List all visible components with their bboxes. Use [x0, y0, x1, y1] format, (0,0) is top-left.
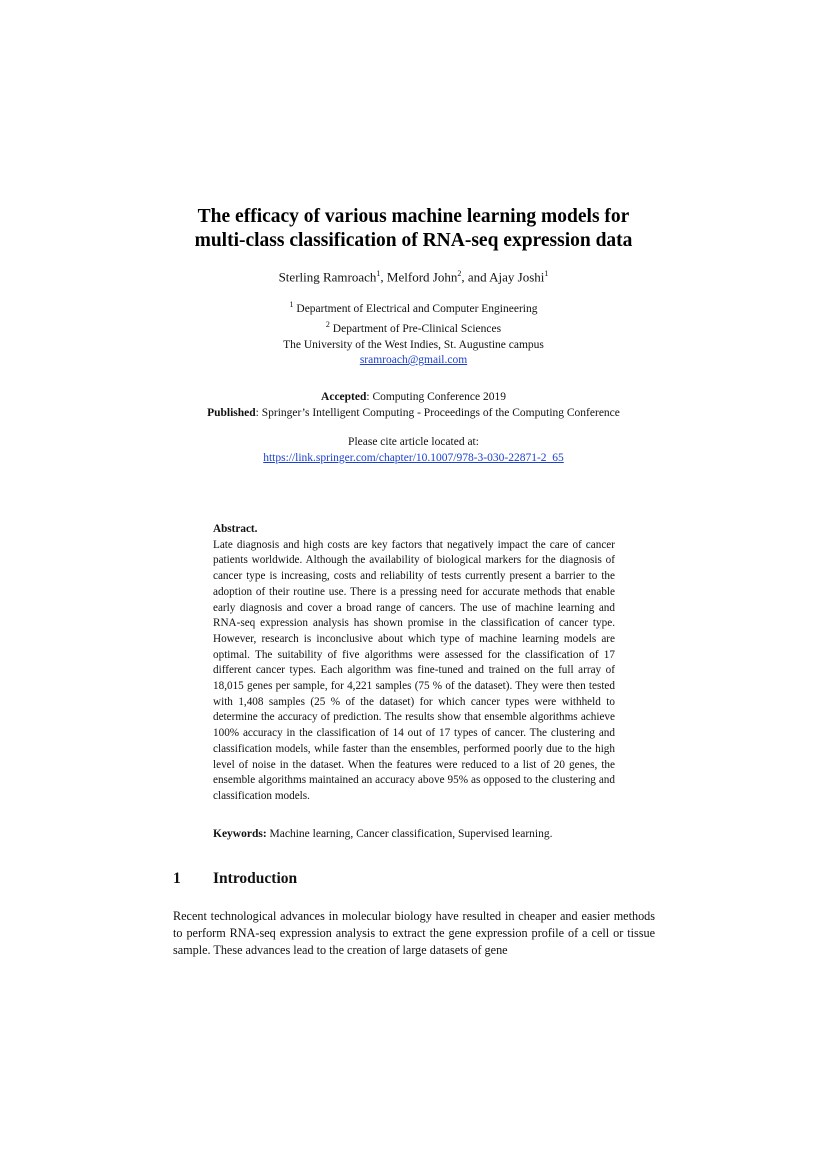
- section-heading: [173, 870, 297, 888]
- section-number: 1: [173, 870, 181, 887]
- section-title: Introduction: [213, 870, 298, 887]
- university: The University of the West Indies, St. Augustine campus: [283, 338, 544, 351]
- separator: , and: [461, 269, 490, 285]
- abstract: [213, 522, 615, 805]
- citation-block: [0, 435, 827, 466]
- title-line-2: multi-class classification of RNA-seq expression data: [194, 230, 633, 251]
- affiliations: [0, 297, 827, 369]
- affiliation-mark: 2: [457, 269, 462, 278]
- accepted-value: : Computing Conference 2019: [366, 391, 506, 403]
- published-line: [0, 406, 827, 422]
- affiliation-mark: 1: [289, 300, 294, 309]
- affiliation-mark: 1: [544, 269, 549, 278]
- keywords-label: Keywords:: [213, 828, 267, 840]
- citation-url-link[interactable]: https://link.springer.com/chapter/10.1007/978-3-030-22871-2_65: [263, 451, 564, 464]
- affiliation-1: [0, 297, 827, 317]
- body-paragraph: Recent technological advances in molecular biology have resulted in cheaper and easier methods to perform RNA-seq expression analysis to extract the gene expression profile of a cell or tissue sample. These advances lead to the creation of large datasets of gene: [173, 909, 655, 957]
- publication-info: [0, 390, 827, 421]
- abstract-text: Late diagnosis and high costs are key factors that negatively impact the care of cancer patients worldwide. Although the availability of biological markers for the diagnosis of cancer type is increasing, costs and reliability of tests currently present a barrier to the adoption of their routine use. There is a pressing need for accurate methods that enable early diagnosis and cover a broad range of cancers. The use of machine learning and RNA-seq expression analysis has shown promise in the classification of cancer type. However, research is inconclusive about which type of machine learning models are optimal. The suitability of five algorithms were assessed for the classification of 17 different cancer types. Each algorithm was fine-tuned and trained on the full array of 18,015 genes per sample, for 4,221 samples (75 % of the dataset). They were then tested with 1,408 samples (25 % of the dataset) for which cancer types were withheld to determine the accuracy of prediction. The results show that ensemble algorithms achieve 100% accuracy in the classification of 14 out of 17 types of cancer. The clustering and classification models, while faster than the ensembles, performed poorly due to the high level of noise in the dataset. When the features were reduced to a list of 20 genes, the ensemble algorithms maintained an accuracy above 95% as opposed to the clustering and classification models.: [213, 538, 615, 802]
- author-name: Sterling Ramroach: [278, 269, 377, 285]
- author-name: Melford John: [386, 269, 458, 285]
- keywords-value: Machine learning, Cancer classification, Supervised learning.: [266, 828, 553, 840]
- email-link[interactable]: sramroach@gmail.com: [359, 354, 468, 367]
- published-value: : Springer’s Intelligent Computing - Proceedings of the Computing Conference: [255, 406, 620, 419]
- paper-title: [0, 205, 827, 253]
- accepted-line: [0, 390, 827, 406]
- published-label: Published: [207, 406, 256, 419]
- affiliation-mark: 1: [376, 269, 381, 278]
- author-name: Ajay Joshi: [489, 269, 545, 285]
- citation-prompt: Please cite article located at:: [348, 436, 479, 448]
- affiliation-mark: 2: [325, 320, 330, 330]
- affiliation-text: Department of Pre-Clinical Sciences: [329, 323, 502, 336]
- keywords: [213, 828, 633, 840]
- affiliation-2: [0, 317, 827, 337]
- separator: ,: [380, 269, 387, 285]
- affiliation-text: Department of Electrical and Computer Engineering: [293, 302, 538, 315]
- accepted-label: Accepted: [321, 391, 367, 403]
- abstract-heading: Abstract.: [213, 523, 258, 535]
- title-line-1: The efficacy of various machine learning models for: [197, 206, 630, 227]
- author-list: [0, 266, 827, 285]
